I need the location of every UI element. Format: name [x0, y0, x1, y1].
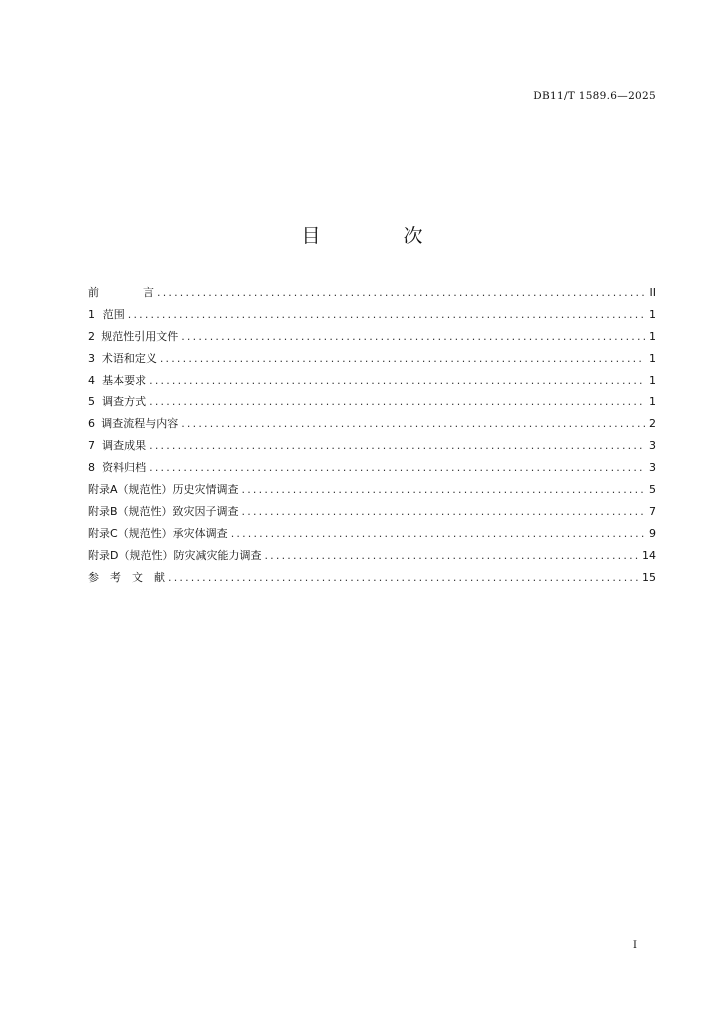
toc-entry-page: II: [649, 286, 656, 299]
toc-entry-label: 附录B（规范性）致灾因子调查: [88, 504, 239, 518]
toc-entry-page: 15: [642, 570, 656, 584]
toc-leader-dots: [128, 308, 645, 321]
toc-entry-foreword[interactable]: [88, 284, 656, 306]
toc-entry-page: 1: [649, 329, 656, 343]
toc-leader-dots: [181, 330, 645, 343]
toc-leader-dots: [149, 395, 645, 408]
toc-entry-label: 参 考 文 献: [88, 570, 165, 584]
toc-entry-number: 1: [88, 307, 95, 321]
table-of-contents: [88, 284, 656, 590]
toc-entry-number: 2: [88, 329, 95, 343]
toc-leader-dots: [168, 571, 639, 584]
toc-entry-page: 7: [649, 504, 656, 518]
toc-entry-page: 3: [649, 439, 656, 453]
toc-entry-label: 附录A（规范性）历史灾情调查: [88, 483, 239, 497]
toc-leader-dots: [160, 352, 645, 365]
toc-entry-number: 4: [88, 373, 95, 387]
toc-leader-dots: [231, 527, 645, 540]
toc-entry-bibliography[interactable]: [88, 569, 656, 591]
toc-entry-survey-methods[interactable]: [88, 393, 656, 415]
toc-entry-appendix-a[interactable]: [88, 481, 656, 503]
document-code: DB11/T 1589.6—2025: [533, 90, 656, 102]
toc-entry-number: 7: [88, 439, 95, 453]
toc-leader-dots: [157, 286, 645, 299]
toc-leader-dots: [149, 439, 645, 452]
toc-entry-label: 范围: [102, 307, 125, 321]
toc-entry-page: 14: [642, 548, 656, 562]
toc-entry-page: 1: [649, 395, 656, 409]
toc-entry-label: 调查成果: [102, 439, 147, 453]
toc-entry-label: 附录D（规范性）防灾减灾能力调查: [88, 548, 262, 562]
toc-entry-page: 1: [649, 351, 656, 365]
toc-title: 目 次: [301, 225, 455, 247]
toc-entry-label: 规范性引用文件: [101, 329, 179, 343]
toc-entry-appendix-c[interactable]: [88, 525, 656, 547]
toc-leader-dots: [242, 505, 645, 518]
toc-entry-archiving[interactable]: [88, 459, 656, 481]
toc-entry-page: 1: [649, 373, 656, 387]
toc-entry-page: 9: [649, 526, 656, 540]
toc-entry-page: 5: [649, 483, 656, 497]
toc-entry-label: 调查方式: [102, 395, 147, 409]
toc-leader-dots: [242, 483, 645, 496]
toc-entry-terms-definitions[interactable]: [88, 350, 656, 372]
toc-leader-dots: [149, 461, 645, 474]
toc-entry-label: 前 言: [88, 286, 154, 299]
toc-entry-label: 附录C（规范性）承灾体调查: [88, 526, 228, 540]
toc-entry-survey-results[interactable]: [88, 437, 656, 459]
page-number: I: [633, 940, 637, 951]
toc-entry-survey-process[interactable]: [88, 415, 656, 437]
toc-entry-label: 基本要求: [102, 373, 147, 387]
toc-entry-label: 调查流程与内容: [101, 417, 179, 431]
toc-entry-page: 3: [649, 461, 656, 475]
toc-entry-number: 8: [88, 461, 95, 475]
toc-entry-number: 6: [88, 417, 95, 431]
toc-entry-page: 2: [649, 417, 656, 431]
toc-entry-label: 资料归档: [102, 461, 147, 475]
toc-leader-dots: [149, 374, 645, 387]
toc-entry-appendix-d[interactable]: [88, 547, 656, 569]
toc-entry-scope[interactable]: [88, 306, 656, 328]
toc-leader-dots: [181, 417, 645, 430]
toc-entry-label: 术语和定义: [101, 351, 157, 365]
toc-entry-basic-requirements[interactable]: [88, 372, 656, 394]
toc-entry-number: 3: [88, 351, 95, 365]
toc-entry-normative-references[interactable]: [88, 328, 656, 350]
toc-leader-dots: [264, 549, 639, 562]
toc-entry-page: 1: [649, 307, 656, 321]
toc-entry-appendix-b[interactable]: [88, 503, 656, 525]
toc-entry-number: 5: [88, 395, 95, 409]
